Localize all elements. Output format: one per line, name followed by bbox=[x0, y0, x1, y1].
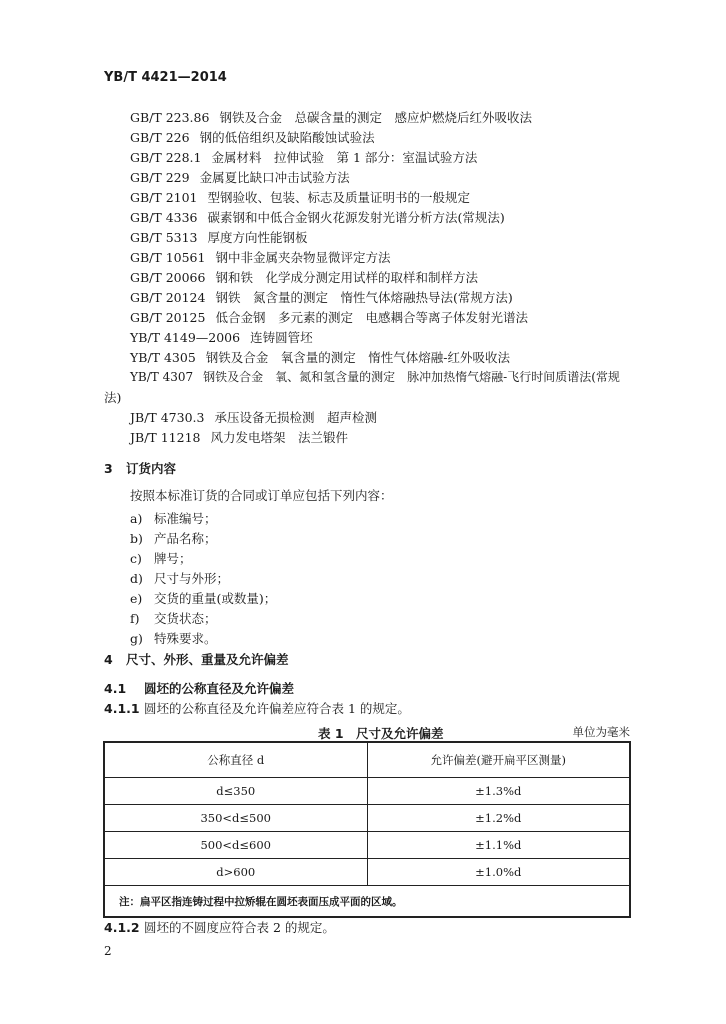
table-row bbox=[104, 778, 630, 805]
page-number: 2 bbox=[104, 944, 112, 958]
reference-item: YB/T 4305 钢铁及合金 氧含量的测定 惰性气体熔融-红外吸收法 bbox=[130, 350, 511, 365]
reference-item: GB/T 5313 厚度方向性能钢板 bbox=[130, 230, 308, 245]
table-row bbox=[104, 832, 630, 859]
table-cell: ±1.0%d bbox=[367, 859, 630, 886]
table-row bbox=[104, 805, 630, 832]
reference-item: GB/T 226 钢的低倍组织及缺陷酸蚀试验法 bbox=[130, 130, 375, 145]
section-4-1-2-clause: 4.1.2 圆坯的不圆度应符合表 2 的规定。 bbox=[104, 920, 335, 935]
section-4-heading: 4 尺寸、外形、重量及允许偏差 bbox=[104, 652, 289, 667]
reference-item: YB/T 4149—2006 连铸圆管坯 bbox=[130, 330, 313, 345]
table-header-cell: 允许偏差(避开扁平区测量) bbox=[367, 742, 630, 778]
reference-item: JB/T 4730.3 承压设备无损检测 超声检测 bbox=[130, 410, 377, 425]
list-item: f) 交货状态； bbox=[130, 611, 217, 626]
table-caption: 表 1 尺寸及允许偏差 bbox=[318, 726, 444, 741]
list-item: a) 标准编号； bbox=[130, 511, 217, 526]
table-cell: ±1.2%d bbox=[367, 805, 630, 832]
table-unit: 单位为毫米 bbox=[572, 725, 630, 739]
reference-item: GB/T 223.86 钢铁及合金 总碳含量的测定 感应炉燃烧后红外吸收法 bbox=[130, 110, 532, 125]
section-4-1-heading: 4.1 圆坯的公称直径及允许偏差 bbox=[104, 681, 295, 696]
table-cell: ±1.1%d bbox=[367, 832, 630, 859]
reference-item: GB/T 10561 钢中非金属夹杂物显微评定方法 bbox=[130, 250, 391, 265]
reference-item: GB/T 228.1 金属材料 拉伸试验 第 1 部分：室温试验方法 bbox=[130, 150, 478, 165]
table-cell: d>600 bbox=[104, 859, 367, 886]
table-cell: 350<d≤500 bbox=[104, 805, 367, 832]
reference-item: GB/T 20066 钢和铁 化学成分测定用试样的取样和制样方法 bbox=[130, 270, 478, 285]
reference-item: GB/T 4336 碳素钢和中低合金钢火花源发射光谱分析方法(常规法) bbox=[130, 210, 505, 225]
document-header: YB/T 4421—2014 bbox=[104, 70, 227, 85]
list-item: e) 交货的重量(或数量)； bbox=[130, 591, 277, 606]
list-item: b) 产品名称； bbox=[130, 531, 217, 546]
section-3-intro: 按照本标准订货的合同或订单应包括下列内容： bbox=[130, 488, 393, 503]
table-note: 注：扁平区指连铸过程中拉矫辊在圆坯表面压成平面的区域。 bbox=[104, 886, 630, 918]
table-header-row bbox=[104, 742, 630, 778]
reference-item: GB/T 229 金属夏比缺口冲击试验方法 bbox=[130, 170, 350, 185]
reference-item: GB/T 20124 钢铁 氮含量的测定 惰性气体熔融热导法(常规方法) bbox=[130, 290, 513, 305]
section-4-1-1-clause: 4.1.1 圆坯的公称直径及允许偏差应符合表 1 的规定。 bbox=[104, 701, 410, 716]
reference-item: GB/T 2101 型钢验收、包装、标志及质量证明书的一般规定 bbox=[130, 190, 471, 205]
reference-item: YB/T 4307 钢铁及合金 氧、氮和氢含量的测定 脉冲加热惰气熔融-飞行时间质谱法(常规 bbox=[130, 370, 620, 384]
table-cell: ±1.3%d bbox=[367, 778, 630, 805]
list-item: d) 尺寸与外形； bbox=[130, 571, 230, 586]
table-cell: d≤350 bbox=[104, 778, 367, 805]
table-cell: 500<d≤600 bbox=[104, 832, 367, 859]
list-item: c) 牌号； bbox=[130, 551, 192, 566]
table-row bbox=[104, 859, 630, 886]
dimension-tolerance-table bbox=[103, 741, 631, 918]
section-3-heading: 3 订货内容 bbox=[104, 461, 177, 476]
reference-item: GB/T 20125 低合金钢 多元素的测定 电感耦合等离子体发射光谱法 bbox=[130, 310, 528, 325]
reference-item: JB/T 11218 风力发电塔架 法兰锻件 bbox=[130, 430, 348, 445]
table-header-cell: 公称直径 d bbox=[104, 742, 367, 778]
list-item: g) 特殊要求。 bbox=[130, 631, 217, 646]
table-note-row bbox=[104, 886, 630, 918]
reference-wrap-tail: 法) bbox=[104, 390, 122, 405]
